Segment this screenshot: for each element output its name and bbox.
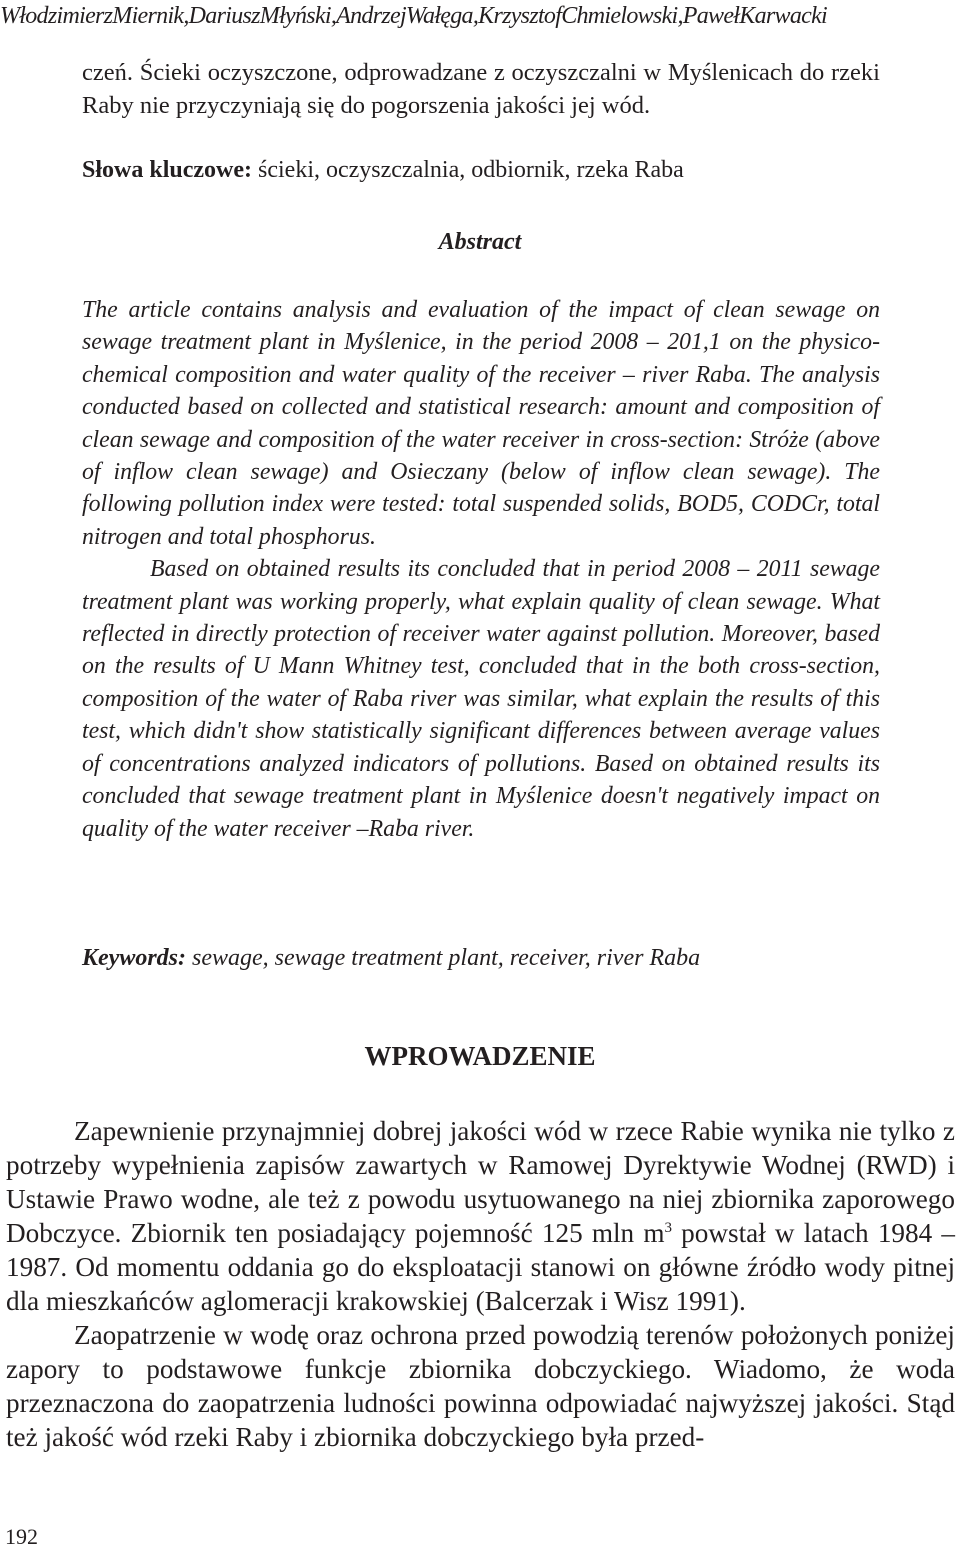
keywords-english-text: sewage, sewage treatment plant, receiver, river Raba — [186, 945, 701, 971]
abstract-body — [82, 294, 880, 845]
running-header-authors: WłodzimierzMiernik,DariuszMłyński,AndrzejWałęga,KrzysztofChmielowski,PawełKarwacki — [0, 3, 828, 29]
section-heading-introduction: WPROWADZENIE — [364, 1041, 596, 1071]
keywords-english — [82, 942, 880, 975]
abstract-heading: Abstract — [438, 229, 522, 255]
body-paragraph — [6, 1114, 955, 1318]
keywords-polish-text: ścieki, oczyszczalnia, odbiornik, rzeka Raba — [252, 157, 684, 183]
page-number: 192 — [5, 1524, 38, 1549]
introduction-body — [6, 1114, 955, 1454]
polish-summary-end: czeń. Ścieki oczyszczone, odprowadzane z oczyszczalni w Myślenicach do rzeki Raby nie przyczyniają się do pogorszenia jakości jej wód. — [82, 59, 880, 119]
keywords-english-label: Keywords: — [82, 945, 186, 971]
keywords-polish-label: Słowa kluczowe: — [82, 157, 252, 183]
abstract-paragraph: The article contains analysis and evaluation of the impact of clean sewage on sewage treatment plant in Myślenice, in the period 2008 – 201,1 on the physico-chemical composition and water quality of the receiver – river Raba. The analysis conducted based on collected and statistical research: amount and composition of clean sewage and composition of the water receiver in cross-section: Stróże (above of inflow clean sewage) and Osieczany (below of inflow clean sewage). The following pollution index were tested: total suspended solids, BOD5, CODCr, total nitrogen and total phosphorus. — [82, 297, 880, 550]
body-paragraph-text: Zapewnienie przynajmniej dobrej jakości wód w rzece Rabie wynika nie tylko z potrzeby wypełnienia zapisów zawartych w Ramowej Dyrektywie Wodnej (RWD) i Ustawie Prawo wodne, ale też z powodu usytuowanego na niej zbiornika zaporowego Dobczyce. Zbiornik ten posiadający pojemność 125 mln m — [6, 1116, 955, 1248]
abstract-paragraph: Based on obtained results its concluded that in period 2008 – 2011 sewage treatment plant was working properly, what explain quality of clean sewage. What reflected in directly protection of receiver water against pollution. Moreover, based on the results of U Mann Whitney test, concluded that in the both cross-section, composition of the water of Raba river was similar, what explain the results of this test, which didn't show statistically significant differences between average values of concentrations analyzed indicators of pollutions. Based on obtained results its concluded that sewage treatment plant in Myślenice doesn't negatively impact on quality of the water receiver –Raba river. — [82, 556, 880, 842]
keywords-polish — [82, 154, 880, 187]
body-paragraph: Zaopatrzenie w wodę oraz ochrona przed powodzią terenów położonych poniżej zapory to podstawowe funkcje zbiornika dobczyckiego. Wiadomo, że woda przeznaczona do zaopatrzenia ludności powinna odpowiadać najwyższej jakości. Stąd też jakość wód rzeki Raby i zbiornika dobczyckiego była przed- — [6, 1320, 955, 1452]
body-paragraph-text: powstał w latach 1984 – 1987. Od momentu oddania go do eksploatacji stanowi on główne źródło wody pitnej dla mieszkańców aglomeracji krakowskiej (Balcerzak i Wisz 1991). — [6, 1218, 955, 1316]
superscript-cubic: 3 — [664, 1220, 672, 1236]
